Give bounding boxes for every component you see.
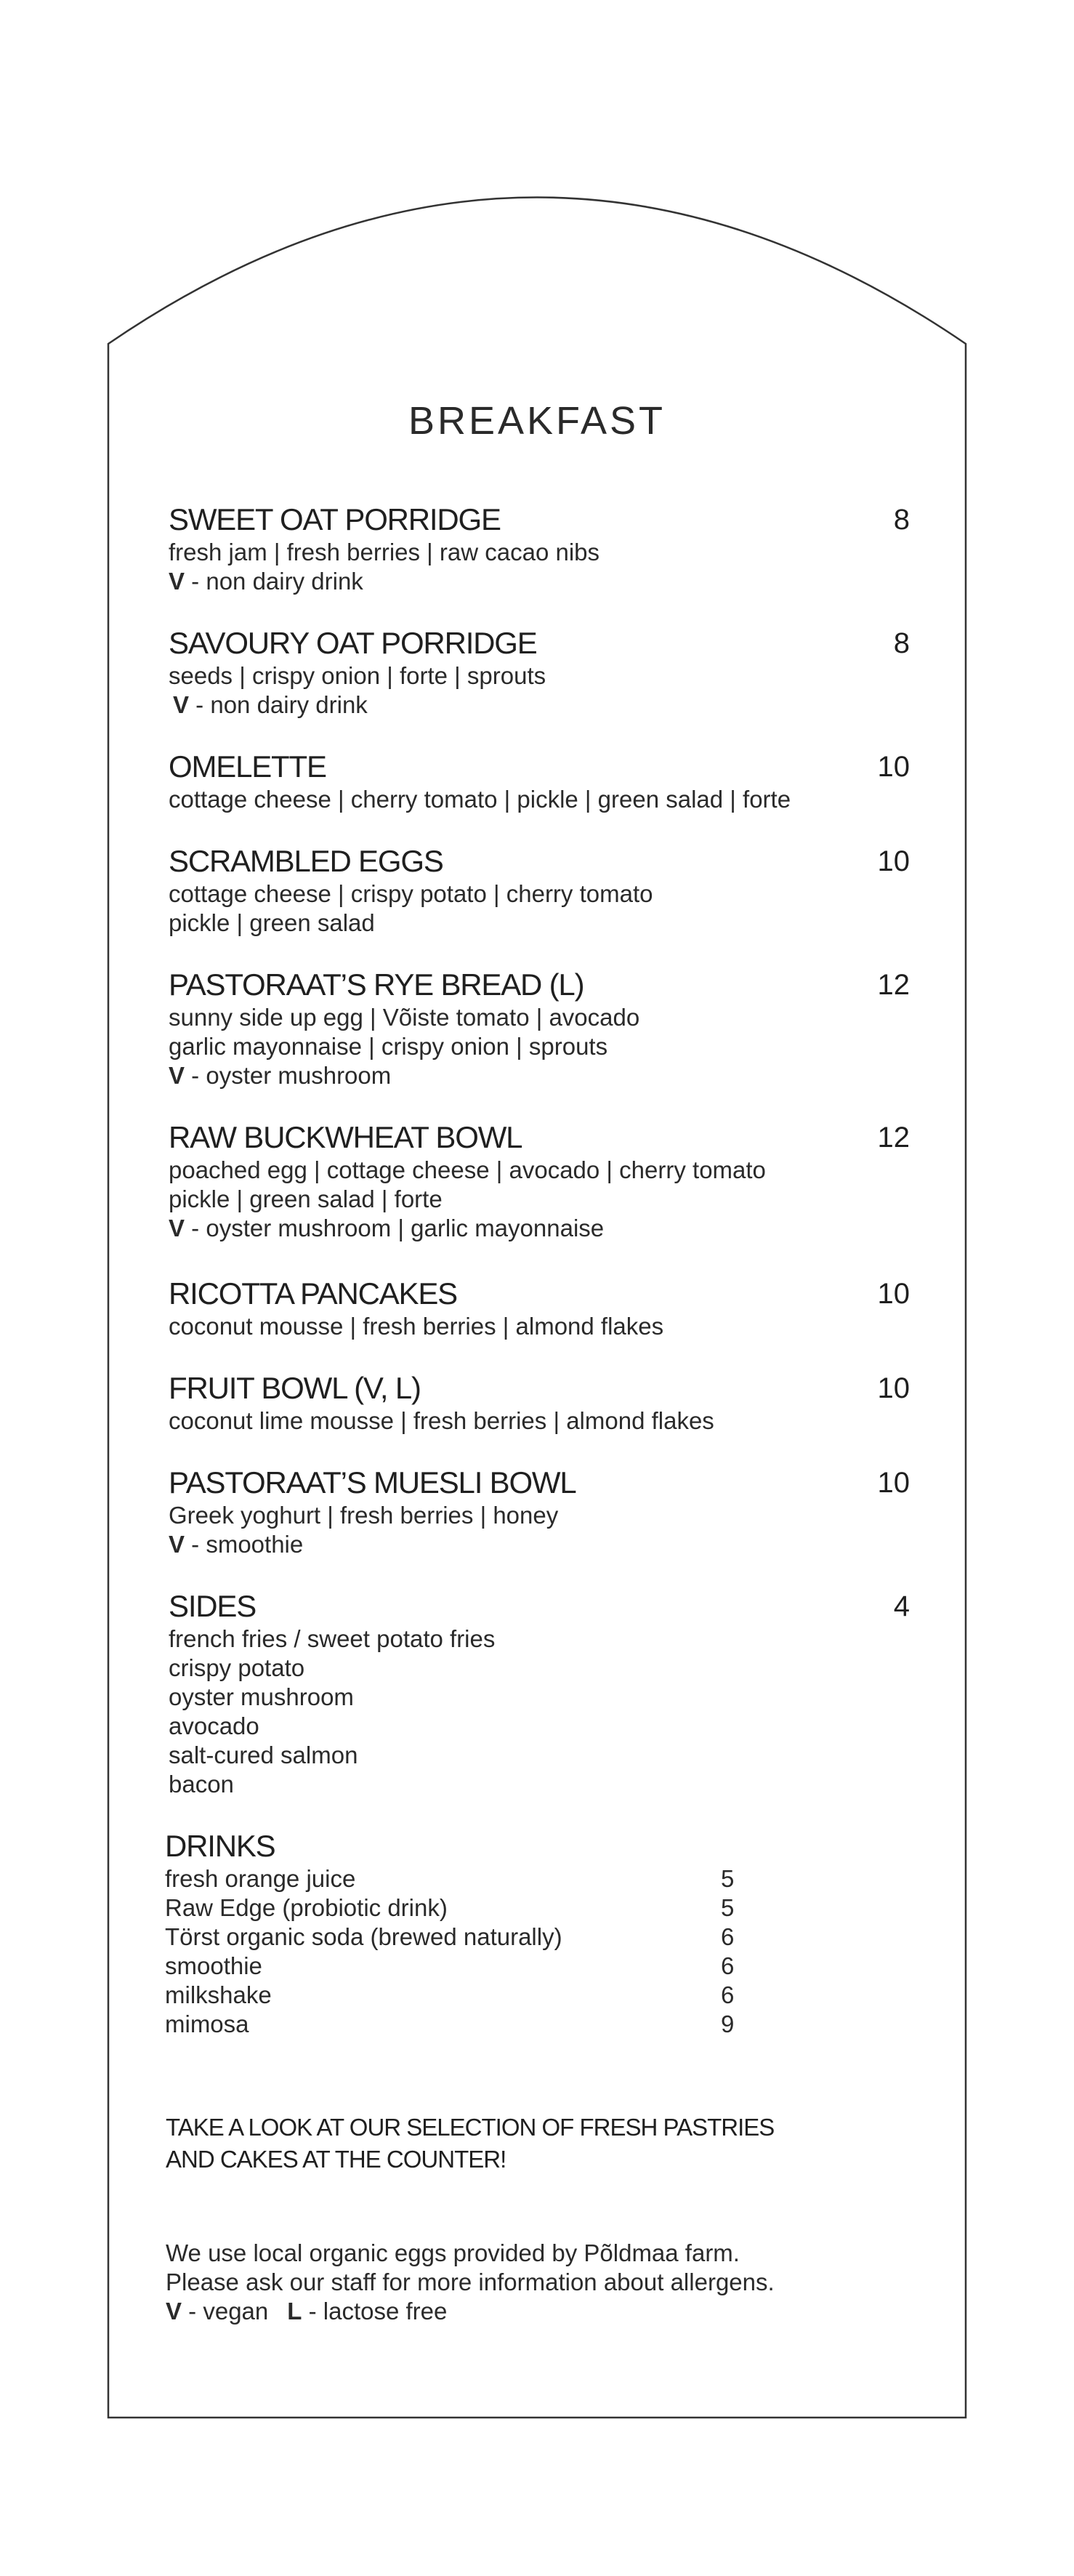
vegan-tag: V bbox=[169, 1215, 185, 1241]
item-vegan-option bbox=[169, 567, 910, 596]
legend-lactose-tag: L bbox=[287, 2298, 302, 2325]
footer-line: Please ask our staff for more information about allergens. bbox=[166, 2269, 775, 2295]
side-option: bacon bbox=[169, 1771, 234, 1798]
notice-line: TAKE A LOOK AT OUR SELECTION OF FRESH PASTRIES bbox=[166, 2114, 775, 2141]
drink-price: 9 bbox=[721, 2011, 735, 2037]
vegan-tag: V bbox=[173, 691, 190, 718]
menu-item-fruit-bowl bbox=[169, 1370, 910, 1436]
item-description: poached egg | cottage cheese | avocado | cherry tomato bbox=[169, 1156, 766, 1183]
menu-item-sides bbox=[169, 1588, 910, 1799]
item-description: coconut lime mousse | fresh berries | almond flakes bbox=[169, 1407, 714, 1434]
item-price: 8 bbox=[893, 627, 910, 659]
item-description: pickle | green salad | forte bbox=[169, 1186, 443, 1212]
drink-row bbox=[165, 1893, 761, 1923]
item-price: 4 bbox=[893, 1590, 910, 1622]
side-option: avocado bbox=[169, 1712, 259, 1739]
item-vegan-option bbox=[169, 1530, 910, 1559]
vegan-option-text: - oyster mushroom | garlic mayonnaise bbox=[185, 1215, 605, 1241]
item-description: cottage cheese | cherry tomato | pickle | green salad | forte bbox=[169, 786, 791, 813]
item-name: PASTORAAT’S RYE BREAD (L) bbox=[169, 967, 584, 1002]
item-description: Greek yoghurt | fresh berries | honey bbox=[169, 1502, 559, 1529]
item-description: fresh jam | fresh berries | raw cacao nibs bbox=[169, 539, 600, 565]
item-vegan-option bbox=[169, 691, 910, 720]
item-price: 10 bbox=[877, 1278, 910, 1310]
drink-price: 6 bbox=[721, 1952, 735, 1979]
menu-item-sweet-oat-porridge bbox=[169, 502, 910, 596]
menu-item-muesli-bowl bbox=[169, 1465, 910, 1559]
vegan-option-text: - non dairy drink bbox=[189, 691, 368, 718]
item-description: sunny side up egg | Võiste tomato | avocado bbox=[169, 1004, 640, 1031]
vegan-option-text: - oyster mushroom bbox=[185, 1062, 392, 1089]
drink-price: 6 bbox=[721, 1981, 735, 2008]
item-name: RAW BUCKWHEAT BOWL bbox=[169, 1120, 522, 1154]
menu-item-ricotta-pancakes bbox=[169, 1276, 910, 1341]
item-description: coconut mousse | fresh berries | almond flakes bbox=[169, 1313, 664, 1340]
menu-item-omelette bbox=[169, 749, 910, 814]
drink-name: mimosa bbox=[165, 2011, 249, 2037]
drink-name: Törst organic soda (brewed naturally) bbox=[165, 1923, 562, 1950]
drink-price: 5 bbox=[721, 1894, 735, 1921]
side-option: oyster mushroom bbox=[169, 1683, 354, 1710]
side-option: salt-cured salmon bbox=[169, 1742, 358, 1768]
side-option: french fries / sweet potato fries bbox=[169, 1625, 496, 1652]
vegan-tag: V bbox=[169, 1062, 185, 1089]
item-description: cottage cheese | crispy potato | cherry tomato bbox=[169, 880, 653, 907]
item-name: SAVOURY OAT PORRIDGE bbox=[169, 626, 537, 660]
drink-name: Raw Edge (probiotic drink) bbox=[165, 1894, 448, 1921]
side-option: crispy potato bbox=[169, 1654, 305, 1681]
footer-line: We use local organic eggs provided by Põldmaa farm. bbox=[166, 2239, 740, 2266]
item-vegan-option bbox=[169, 1214, 910, 1243]
drink-name: fresh orange juice bbox=[165, 1865, 356, 1892]
allergen-footer bbox=[166, 2239, 929, 2326]
menu-item-rye-bread bbox=[169, 967, 910, 1090]
drink-row bbox=[165, 1981, 761, 2010]
item-price: 10 bbox=[877, 1372, 910, 1404]
menu-title: BREAKFAST bbox=[408, 399, 666, 443]
item-description: garlic mayonnaise | crispy onion | sprouts bbox=[169, 1033, 608, 1060]
item-name: OMELETTE bbox=[169, 749, 326, 784]
drink-name: smoothie bbox=[165, 1952, 262, 1979]
legend-vegan-tag: V bbox=[166, 2298, 182, 2325]
drink-row bbox=[165, 2010, 761, 2039]
item-price: 12 bbox=[877, 969, 910, 1001]
drinks-section bbox=[165, 1828, 761, 2039]
drinks-title: DRINKS bbox=[165, 1829, 275, 1863]
vegan-option-text: - non dairy drink bbox=[185, 568, 363, 595]
item-name: SWEET OAT PORRIDGE bbox=[169, 502, 501, 536]
vegan-tag: V bbox=[169, 1531, 185, 1558]
drink-row bbox=[165, 1952, 761, 1981]
legend-lactose-text: - lactose free bbox=[302, 2298, 448, 2325]
item-name: PASTORAAT’S MUESLI BOWL bbox=[169, 1465, 576, 1500]
notice-line: AND CAKES AT THE COUNTER! bbox=[166, 2146, 506, 2173]
item-description: pickle | green salad bbox=[169, 909, 375, 936]
item-vegan-option bbox=[169, 1061, 910, 1090]
menu-item-savoury-oat-porridge bbox=[169, 625, 910, 720]
item-name: RICOTTA PANCAKES bbox=[169, 1276, 457, 1311]
drink-price: 5 bbox=[721, 1865, 735, 1892]
diet-legend bbox=[166, 2297, 929, 2326]
item-price: 8 bbox=[893, 504, 910, 536]
item-name: SCRAMBLED EGGS bbox=[169, 844, 443, 878]
menu-item-raw-buckwheat-bowl bbox=[169, 1119, 910, 1243]
item-name: FRUIT BOWL (V, L) bbox=[169, 1371, 421, 1405]
drink-row bbox=[165, 1864, 761, 1893]
pastries-notice bbox=[166, 2112, 892, 2175]
item-name: SIDES bbox=[169, 1589, 257, 1623]
item-description: seeds | crispy onion | forte | sprouts bbox=[169, 662, 546, 689]
vegan-option-text: - smoothie bbox=[185, 1531, 304, 1558]
vegan-tag: V bbox=[169, 568, 185, 595]
menu-item-scrambled-eggs bbox=[169, 843, 910, 938]
drink-price: 6 bbox=[721, 1923, 735, 1950]
drink-row bbox=[165, 1923, 761, 1952]
drink-name: milkshake bbox=[165, 1981, 272, 2008]
legend-vegan-text: - vegan bbox=[182, 2298, 269, 2325]
item-price: 10 bbox=[877, 845, 910, 877]
item-price: 10 bbox=[877, 1467, 910, 1499]
item-price: 10 bbox=[877, 751, 910, 783]
item-price: 12 bbox=[877, 1122, 910, 1154]
